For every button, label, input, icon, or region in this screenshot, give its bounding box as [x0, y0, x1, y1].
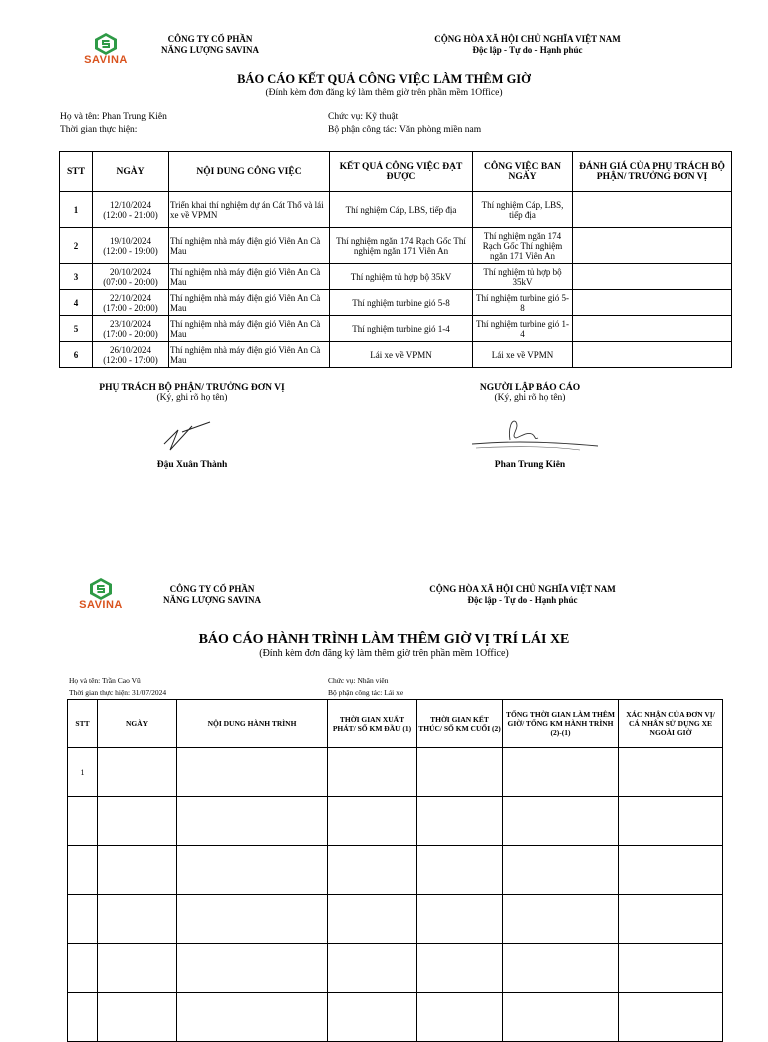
overtime-table — [59, 151, 732, 368]
savina-logo — [71, 578, 131, 611]
table-cell — [503, 797, 619, 846]
signer-role: PHỤ TRÁCH BỘ PHẬN/ TRƯỞNG ĐƠN VỊ — [99, 383, 285, 393]
col-content: NỘI DUNG CÔNG VIỆC — [169, 152, 330, 192]
table-cell — [98, 748, 177, 797]
report-subtitle: (Đính kèm đơn đăng ký làm thêm giờ trên phần mềm 1Office) — [259, 648, 509, 659]
employee-department: Bộ phận công tác: Lái xe — [328, 688, 404, 697]
row-review — [573, 316, 732, 342]
col-date: NGÀY — [98, 700, 177, 748]
row-content: Thí nghiệm nhà máy điện gió Viên An Cà Mau — [169, 342, 330, 368]
row-date: 12/10/2024 (12:00 - 21:00) — [93, 192, 169, 228]
table-cell — [619, 846, 723, 895]
table-cell — [503, 993, 619, 1042]
national-header: CỘNG HÒA XÃ HỘI CHỦ NGHĨA VIỆT NAM Độc lập - Tự do - Hạnh phúc — [434, 34, 621, 55]
report-subtitle: (Đính kèm đơn đăng ký làm thêm giờ trên phần mềm 1Office) — [265, 88, 503, 98]
table-cell — [417, 993, 503, 1042]
company-name: CÔNG TY CỔ PHẦN NĂNG LƯỢNG SAVINA — [160, 34, 259, 55]
row-result: Lái xe về VPMN — [330, 342, 473, 368]
signer-note: (Ký, ghi rõ họ tên) — [494, 393, 566, 403]
company-name: CÔNG TY CỔ PHẦN NĂNG LƯỢNG SAVINA — [162, 584, 261, 605]
row-review — [573, 192, 732, 228]
table-cell — [328, 846, 417, 895]
table-cell — [417, 895, 503, 944]
signer-role: NGƯỜI LẬP BÁO CÁO — [479, 383, 581, 393]
col-day-work: CÔNG VIỆC BAN NGÀY — [473, 152, 573, 192]
report-title: BÁO CÁO HÀNH TRÌNH LÀM THÊM GIỜ VỊ TRÍ LÁI XE — [198, 632, 570, 647]
table-cell — [328, 797, 417, 846]
table-row — [60, 228, 732, 264]
table-cell — [68, 895, 98, 944]
table-cell — [619, 993, 723, 1042]
col-start: THỜI GIAN XUẤT PHÁT/ SỐ KM ĐẦU (1) — [328, 700, 417, 748]
table-cell — [68, 846, 98, 895]
table-row — [68, 797, 723, 846]
brand-name: SAVINA — [79, 599, 123, 611]
savina-logo — [76, 33, 136, 66]
work-time: Thời gian thực hiện: 31/07/2024 — [69, 688, 167, 697]
driving-table — [67, 699, 723, 1042]
table-cell — [68, 993, 98, 1042]
signature-left-name: Đậu Xuân Thành — [156, 460, 228, 470]
col-confirm: XÁC NHẬN CỦA ĐƠN VỊ/ CÁ NHÂN SỬ DỤNG XE NGOÀI GIỜ — [619, 700, 723, 748]
row-result: Thí nghiệm tủ hợp bộ 35kV — [330, 264, 473, 290]
employee-position: Chức vụ: Kỹ thuật — [328, 112, 399, 122]
row-result: Thí nghiệm turbine gió 5-8 — [330, 290, 473, 316]
col-stt: STT — [68, 700, 98, 748]
row-stt: 1 — [60, 192, 93, 228]
signature-mark-right — [470, 412, 600, 454]
table-cell — [328, 895, 417, 944]
row-content: Thí nghiệm nhà máy điện gió Viên An Cà Mau — [169, 228, 330, 264]
employee-department: Bộ phận công tác: Văn phòng miền nam — [328, 125, 482, 135]
table-row — [60, 264, 732, 290]
row-result: Thí nghiệm Cáp, LBS, tiếp địa — [330, 192, 473, 228]
employee-position: Chức vụ: Nhân viên — [328, 676, 389, 685]
table-cell — [98, 895, 177, 944]
row-date: 19/10/2024 (12:00 - 19:00) — [93, 228, 169, 264]
table-cell — [619, 748, 723, 797]
signature-right-name: Phan Trung Kiên — [494, 460, 566, 470]
row-stt: 2 — [60, 228, 93, 264]
report-title: BÁO CÁO KẾT QUẢ CÔNG VIỆC LÀM THÊM GIỜ — [237, 72, 531, 86]
row-day-work: Thí nghiệm turbine gió 1-4 — [473, 316, 573, 342]
table-cell — [503, 944, 619, 993]
row-day-work: Thí nghiệm ngăn 174 Rạch Gốc Thí nghiệm ngăn 171 Viên An — [473, 228, 573, 264]
national-header: CỘNG HÒA XÃ HỘI CHỦ NGHĨA VIỆT NAM Độc lập - Tự do - Hạnh phúc — [429, 584, 616, 605]
table-row — [60, 192, 732, 228]
col-review: ĐÁNH GIÁ CỦA PHỤ TRÁCH BỘ PHẬN/ TRƯỞNG ĐƠN VỊ — [573, 152, 732, 192]
table-cell — [619, 944, 723, 993]
table-cell — [328, 993, 417, 1042]
row-date: 26/10/2024 (12:00 - 17:00) — [93, 342, 169, 368]
row-stt: 6 — [60, 342, 93, 368]
table-cell — [98, 846, 177, 895]
row-stt: 4 — [60, 290, 93, 316]
table-cell — [328, 748, 417, 797]
table-row — [68, 944, 723, 993]
col-route: NỘI DUNG HÀNH TRÌNH — [177, 700, 328, 748]
brand-name: SAVINA — [84, 54, 128, 66]
row-day-work: Thí nghiệm Cáp, LBS, tiếp địa — [473, 192, 573, 228]
savina-logo-icon — [94, 33, 118, 55]
table-row — [60, 342, 732, 368]
table-cell — [619, 797, 723, 846]
row-date: 22/10/2024 (17:00 - 20:00) — [93, 290, 169, 316]
table-row — [68, 748, 723, 797]
table-row — [60, 290, 732, 316]
savina-logo-icon — [89, 578, 113, 600]
table-cell — [177, 846, 328, 895]
table-cell — [328, 944, 417, 993]
row-review — [573, 342, 732, 368]
table-cell — [177, 797, 328, 846]
table-cell — [98, 797, 177, 846]
row-content: Thí nghiệm nhà máy điện gió Viên An Cà Mau — [169, 316, 330, 342]
table-cell — [177, 895, 328, 944]
signature-left — [72, 383, 312, 403]
col-result: KẾT QUẢ CÔNG VIỆC ĐẠT ĐƯỢC — [330, 152, 473, 192]
row-stt: 5 — [60, 316, 93, 342]
row-review — [573, 290, 732, 316]
row-content: Thí nghiệm nhà máy điện gió Viên An Cà Mau — [169, 264, 330, 290]
table-cell — [68, 944, 98, 993]
table-cell — [68, 797, 98, 846]
employee-name: Họ và tên: Phan Trung Kiên — [60, 112, 167, 122]
row-content: Thí nghiệm nhà máy điện gió Viên An Cà Mau — [169, 290, 330, 316]
signer-note: (Ký, ghi rõ họ tên) — [156, 393, 228, 403]
table-cell — [503, 846, 619, 895]
table-cell — [417, 846, 503, 895]
row-review — [573, 264, 732, 290]
row-date: 20/10/2024 (07:00 - 20:00) — [93, 264, 169, 290]
col-total: TỔNG THỜI GIAN LÀM THÊM GIỜ/ TỔNG KM HÀNH TRÌNH (2)-(1) — [503, 700, 619, 748]
table-cell — [417, 748, 503, 797]
row-result: Thí nghiệm turbine gió 1-4 — [330, 316, 473, 342]
table-header-row — [68, 700, 723, 748]
signature-right — [410, 383, 650, 403]
table-header-row — [60, 152, 732, 192]
row-stt: 1 — [68, 748, 98, 797]
table-row — [60, 316, 732, 342]
table-cell — [177, 944, 328, 993]
signature-mark-left — [158, 418, 218, 454]
table-cell — [503, 748, 619, 797]
table-cell — [417, 797, 503, 846]
row-date: 23/10/2024 (17:00 - 20:00) — [93, 316, 169, 342]
row-day-work: Thí nghiệm tủ hợp bộ 35kV — [473, 264, 573, 290]
employee-name: Họ và tên: Trần Cao Vũ — [69, 676, 141, 685]
col-date: NGÀY — [93, 152, 169, 192]
row-day-work: Thí nghiệm turbine gió 5-8 — [473, 290, 573, 316]
row-review — [573, 228, 732, 264]
row-day-work: Lái xe về VPMN — [473, 342, 573, 368]
row-stt: 3 — [60, 264, 93, 290]
work-time: Thời gian thực hiện: — [60, 125, 138, 135]
table-cell — [98, 993, 177, 1042]
table-cell — [98, 944, 177, 993]
table-cell — [177, 748, 328, 797]
table-cell — [619, 895, 723, 944]
col-end: THỜI GIAN KẾT THÚC/ SỐ KM CUỐI (2) — [417, 700, 503, 748]
table-cell — [177, 993, 328, 1042]
table-row — [68, 993, 723, 1042]
table-cell — [503, 895, 619, 944]
table-row — [68, 895, 723, 944]
row-result: Thí nghiệm ngăn 174 Rạch Gốc Thí nghiệm ngăn 171 Viên An — [330, 228, 473, 264]
table-row — [68, 846, 723, 895]
table-cell — [417, 944, 503, 993]
row-content: Triển khai thí nghiệm dự án Cát Thổ và lái xe về VPMN — [169, 192, 330, 228]
col-stt: STT — [60, 152, 93, 192]
